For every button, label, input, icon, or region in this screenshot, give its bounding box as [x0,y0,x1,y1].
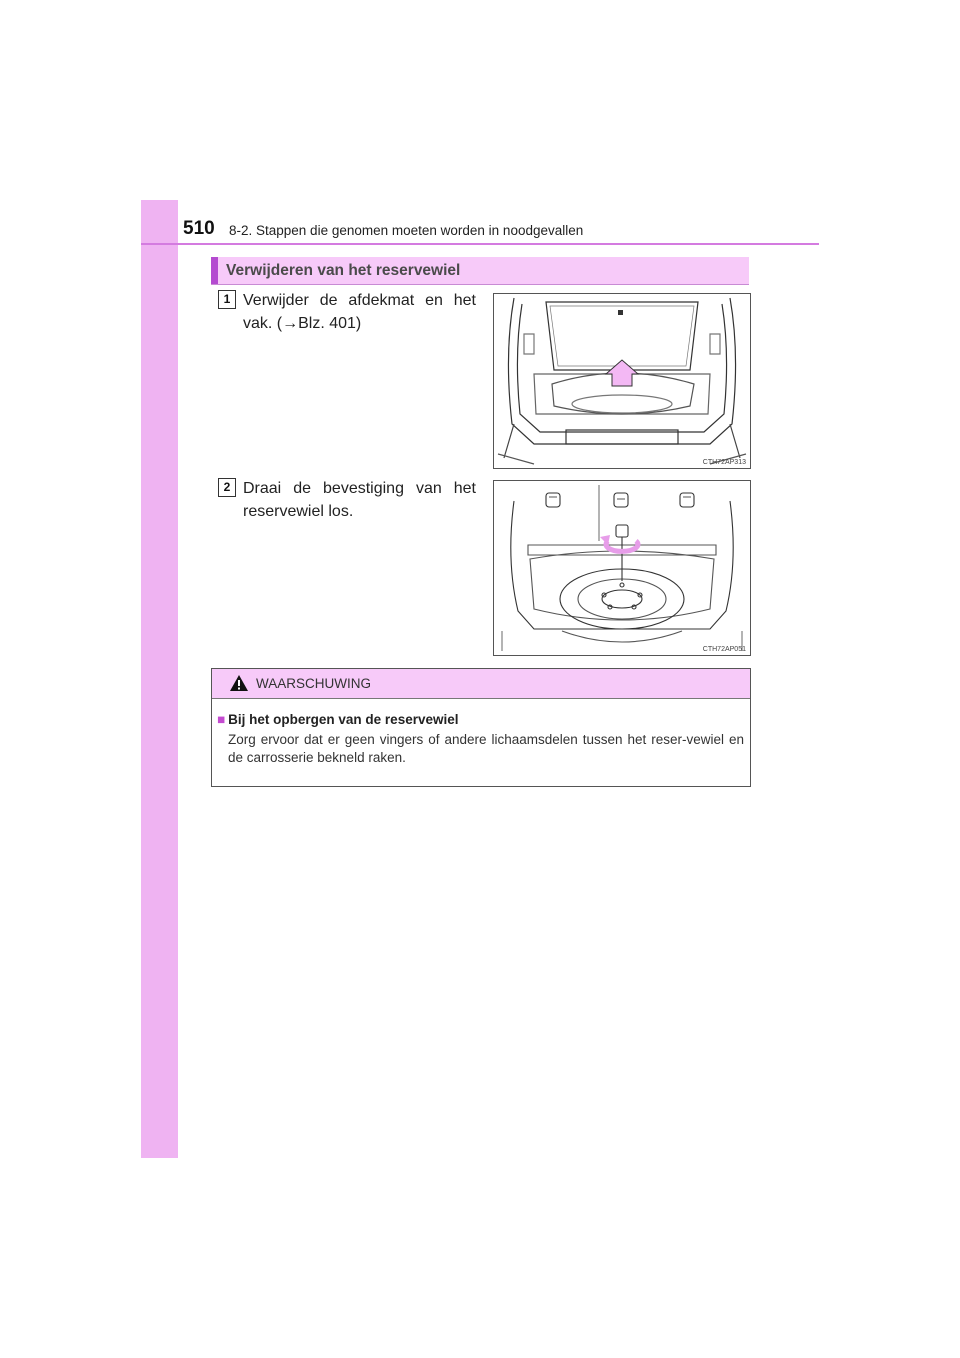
side-tab [141,200,178,1158]
figure-code-1: CTH72AP313 [702,459,746,466]
trunk-cover-illustration [494,294,750,468]
warning-body: Zorg ervoor dat er geen vingers of andere lichaamsdelen tussen het reser-vewiel en de carrosserie bekneld raken. [228,732,744,765]
figure-trunk-cover [493,293,751,469]
figure-spare-wheel [493,480,751,656]
warning-triangle-icon [229,674,249,692]
warning-header [212,669,750,699]
figure-code-2: CTH72AP051 [702,646,746,653]
step-number-2: 2 [218,478,236,497]
section-heading [211,257,749,285]
bullet-square-icon: ■ [217,712,226,727]
warning-label: WAARSCHUWING [256,676,371,691]
step-text-2: Draai de bevestiging van het reservewiel los. [243,480,476,520]
spare-wheel-illustration [494,481,750,655]
section-accent [211,257,218,284]
step-number-1: 1 [218,290,236,309]
arrow-up-icon [606,360,638,386]
step-text-1: Verwijder de afdekmat en het vak. (→Blz. 401) [243,292,476,332]
page-number: 510 [183,218,215,239]
chapter-title: 8-2. Stappen die genomen moeten worden in noodgevallen [229,223,584,238]
section-title: Verwijderen van het reservewiel [226,262,461,279]
header-divider [141,243,819,245]
warning-box [211,668,751,787]
warning-subheading-text: Bij het opbergen van de reservewiel [228,712,459,727]
warning-subheading [217,712,459,727]
